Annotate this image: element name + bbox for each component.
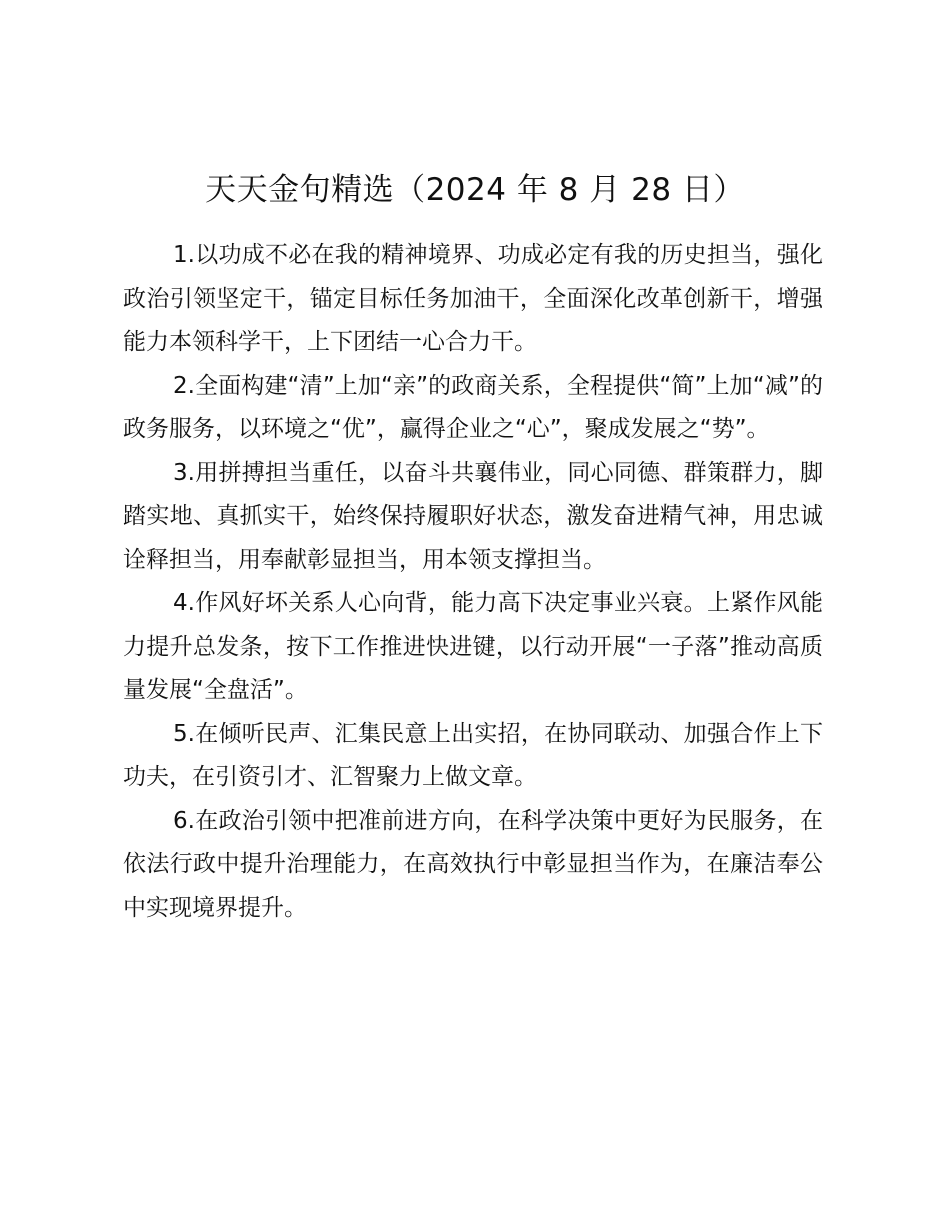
quote-paragraph-5: 5.在倾听民声、汇集民意上出实招，在协同联动、加强合作上下功夫，在引资引才、汇智聚力上做文章。	[123, 720, 823, 790]
quote-paragraph-3: 3.用拼搏担当重任，以奋斗共襄伟业，同心同德、群策群力，脚踏实地、真抓实干，始终保持履职好状态，激发奋进精气神，用忠诚诠释担当，用奉献彰显担当，用本领支撑担当。	[123, 459, 823, 573]
quote-paragraph-6: 6.在政治引领中把准前进方向，在科学决策中更好为民服务，在依法行政中提升治理能力，在高效执行中彰显担当作为，在廉洁奉公中实现境界提升。	[123, 807, 823, 921]
quote-paragraph-1: 1.以功成不必在我的精神境界、功成必定有我的历史担当，强化政治引领坚定干，锚定目标任务加油干，全面深化改革创新干，增强能力本领科学干，上下团结一心合力干。	[123, 242, 823, 355]
quote-paragraph-2: 2.全面构建“清”上加“亲”的政商关系，全程提供“简”上加“减”的政务服务，以环境之“优”，赢得企业之“心”，聚成发展之“势”。	[123, 372, 823, 442]
document-title: 天天金句精选（2024 年 8 月 28 日）	[205, 172, 745, 208]
quote-paragraph-4: 4.作风好坏关系人心向背，能力高下决定事业兴衰。上紧作风能力提升总发条，按下工作推进快进键，以行动开展“一子落”推动高质量发展“全盘活”。	[123, 590, 823, 703]
document-body	[123, 234, 823, 930]
